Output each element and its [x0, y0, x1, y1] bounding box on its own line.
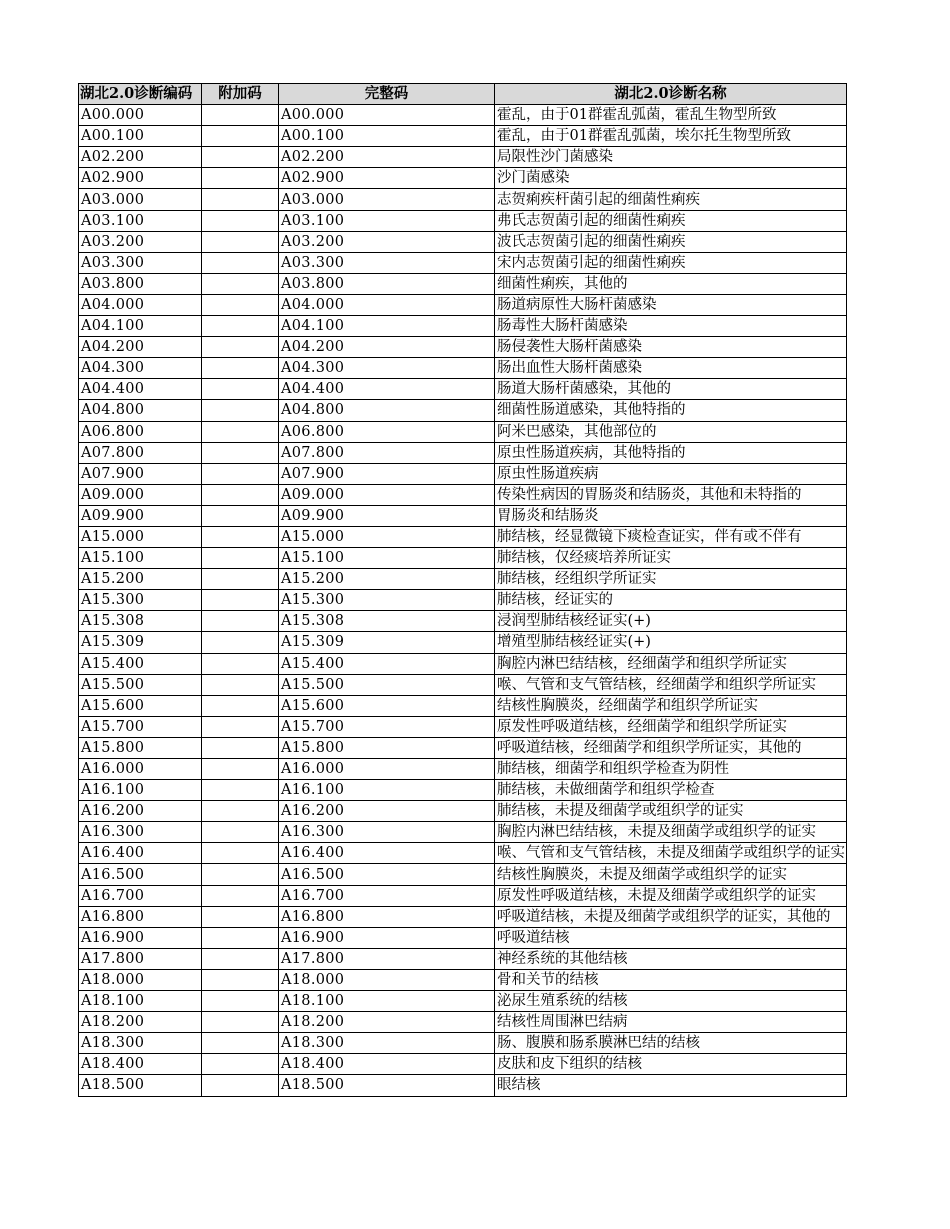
diagnosis-code-cell: A07.900 — [79, 463, 202, 484]
full-code-cell: A04.400 — [279, 379, 495, 400]
extra-code-cell — [202, 358, 279, 379]
full-code-cell: A16.900 — [279, 927, 495, 948]
diagnosis-name-cell: 结核性周围淋巴结病 — [495, 1012, 847, 1033]
diagnosis-name-cell: 原虫性肠道疾病，其他特指的 — [495, 442, 847, 463]
extra-code-cell — [202, 843, 279, 864]
full-code-cell: A06.800 — [279, 421, 495, 442]
full-code-cell: A16.300 — [279, 822, 495, 843]
diagnosis-code-cell: A04.100 — [79, 316, 202, 337]
diagnosis-name-cell: 细菌性肠道感染，其他特指的 — [495, 400, 847, 421]
table-row — [79, 273, 847, 294]
table-row — [79, 484, 847, 505]
full-code-cell: A15.800 — [279, 737, 495, 758]
table-row — [79, 1054, 847, 1075]
table-row — [79, 379, 847, 400]
diagnosis-name-cell: 肺结核，细菌学和组织学检查为阴性 — [495, 759, 847, 780]
extra-code-cell — [202, 991, 279, 1012]
diagnosis-code-cell: A09.900 — [79, 505, 202, 526]
diagnosis-name-cell: 肺结核，仅经痰培养所证实 — [495, 548, 847, 569]
table-row — [79, 1012, 847, 1033]
table-row — [79, 442, 847, 463]
header-extra-code: 附加码 — [202, 84, 279, 105]
table-row — [79, 653, 847, 674]
diagnosis-code-cell: A02.200 — [79, 147, 202, 168]
diagnosis-name-cell: 骨和关节的结核 — [495, 969, 847, 990]
full-code-cell: A03.100 — [279, 210, 495, 231]
full-code-cell: A00.100 — [279, 126, 495, 147]
diagnosis-code-cell: A16.500 — [79, 864, 202, 885]
table-row — [79, 991, 847, 1012]
diagnosis-name-cell: 呼吸道结核，未提及细菌学或组织学的证实，其他的 — [495, 906, 847, 927]
diagnosis-code-cell: A15.000 — [79, 526, 202, 547]
diagnosis-name-cell: 肠道大肠杆菌感染，其他的 — [495, 379, 847, 400]
full-code-cell: A18.500 — [279, 1075, 495, 1096]
extra-code-cell — [202, 210, 279, 231]
table-row — [79, 632, 847, 653]
extra-code-cell — [202, 948, 279, 969]
extra-code-cell — [202, 484, 279, 505]
diagnosis-code-cell: A18.000 — [79, 969, 202, 990]
extra-code-cell — [202, 442, 279, 463]
diagnosis-code-cell: A06.800 — [79, 421, 202, 442]
diagnosis-code-cell: A09.000 — [79, 484, 202, 505]
extra-code-cell — [202, 189, 279, 210]
diagnosis-code-cell: A15.300 — [79, 590, 202, 611]
diagnosis-name-cell: 神经系统的其他结核 — [495, 948, 847, 969]
full-code-cell: A16.700 — [279, 885, 495, 906]
table-body — [79, 105, 847, 1096]
diagnosis-name-cell: 原发性呼吸道结核，未提及细菌学或组织学的证实 — [495, 885, 847, 906]
table-row — [79, 358, 847, 379]
diagnosis-name-cell: 肠、腹膜和肠系膜淋巴结的结核 — [495, 1033, 847, 1054]
diagnosis-code-cell: A04.200 — [79, 337, 202, 358]
full-code-cell: A04.200 — [279, 337, 495, 358]
extra-code-cell — [202, 885, 279, 906]
header-row — [79, 84, 847, 105]
extra-code-cell — [202, 273, 279, 294]
table-row — [79, 316, 847, 337]
full-code-cell: A04.100 — [279, 316, 495, 337]
table-row — [79, 864, 847, 885]
extra-code-cell — [202, 316, 279, 337]
diagnosis-code-cell: A16.400 — [79, 843, 202, 864]
diagnosis-code-cell: A18.400 — [79, 1054, 202, 1075]
full-code-cell: A15.309 — [279, 632, 495, 653]
full-code-cell: A07.800 — [279, 442, 495, 463]
extra-code-cell — [202, 548, 279, 569]
table-row — [79, 189, 847, 210]
extra-code-cell — [202, 147, 279, 168]
diagnosis-code-cell: A15.200 — [79, 569, 202, 590]
full-code-cell: A15.500 — [279, 674, 495, 695]
full-code-cell: A15.600 — [279, 695, 495, 716]
extra-code-cell — [202, 906, 279, 927]
table-row — [79, 210, 847, 231]
full-code-cell: A04.000 — [279, 294, 495, 315]
extra-code-cell — [202, 927, 279, 948]
full-code-cell: A00.000 — [279, 105, 495, 126]
diagnosis-code-cell: A15.400 — [79, 653, 202, 674]
diagnosis-name-cell: 喉、气管和支气管结核，经细菌学和组织学所证实 — [495, 674, 847, 695]
diagnosis-code-cell: A03.000 — [79, 189, 202, 210]
diagnosis-name-cell: 志贺痢疾杆菌引起的细菌性痢疾 — [495, 189, 847, 210]
extra-code-cell — [202, 168, 279, 189]
diagnosis-name-cell: 胃肠炎和结肠炎 — [495, 505, 847, 526]
diagnosis-code-cell: A00.000 — [79, 105, 202, 126]
table-row — [79, 969, 847, 990]
diagnosis-code-cell: A16.700 — [79, 885, 202, 906]
full-code-cell: A04.800 — [279, 400, 495, 421]
full-code-cell: A03.300 — [279, 252, 495, 273]
diagnosis-code-cell: A16.800 — [79, 906, 202, 927]
extra-code-cell — [202, 526, 279, 547]
table-row — [79, 337, 847, 358]
extra-code-cell — [202, 105, 279, 126]
extra-code-cell — [202, 969, 279, 990]
table-row — [79, 674, 847, 695]
extra-code-cell — [202, 1033, 279, 1054]
diagnosis-code-cell: A18.500 — [79, 1075, 202, 1096]
diagnosis-name-cell: 喉、气管和支气管结核，未提及细菌学或组织学的证实 — [495, 843, 847, 864]
extra-code-cell — [202, 611, 279, 632]
diagnosis-code-cell: A03.200 — [79, 231, 202, 252]
full-code-cell: A03.200 — [279, 231, 495, 252]
diagnosis-name-cell: 胸腔内淋巴结结核，经细菌学和组织学所证实 — [495, 653, 847, 674]
diagnosis-code-cell: A15.700 — [79, 716, 202, 737]
table-row — [79, 843, 847, 864]
diagnosis-name-cell: 细菌性痢疾，其他的 — [495, 273, 847, 294]
table-row — [79, 906, 847, 927]
table-row — [79, 927, 847, 948]
diagnosis-code-cell: A16.300 — [79, 822, 202, 843]
extra-code-cell — [202, 337, 279, 358]
diagnosis-name-cell: 肺结核，经显微镜下痰检查证实，伴有或不伴有 — [495, 526, 847, 547]
extra-code-cell — [202, 590, 279, 611]
table-row — [79, 695, 847, 716]
diagnosis-code-cell: A04.800 — [79, 400, 202, 421]
extra-code-cell — [202, 252, 279, 273]
full-code-cell: A16.500 — [279, 864, 495, 885]
full-code-cell: A16.000 — [279, 759, 495, 780]
table-row — [79, 759, 847, 780]
diagnosis-code-cell: A03.800 — [79, 273, 202, 294]
full-code-cell: A18.200 — [279, 1012, 495, 1033]
diagnosis-code-cell: A03.300 — [79, 252, 202, 273]
diagnosis-name-cell: 结核性胸膜炎，未提及细菌学或组织学的证实 — [495, 864, 847, 885]
full-code-cell: A07.900 — [279, 463, 495, 484]
full-code-cell: A09.000 — [279, 484, 495, 505]
diagnosis-name-cell: 宋内志贺菌引起的细菌性痢疾 — [495, 252, 847, 273]
diagnosis-name-cell: 肺结核，未做细菌学和组织学检查 — [495, 780, 847, 801]
diagnosis-code-cell: A18.200 — [79, 1012, 202, 1033]
diagnosis-code-cell: A16.100 — [79, 780, 202, 801]
diagnosis-name-cell: 霍乱，由于01群霍乱弧菌，霍乱生物型所致 — [495, 105, 847, 126]
header-diagnosis-code: 湖北2.0诊断编码 — [79, 84, 202, 105]
table-row — [79, 505, 847, 526]
extra-code-cell — [202, 759, 279, 780]
full-code-cell: A16.100 — [279, 780, 495, 801]
diagnosis-code-cell: A15.600 — [79, 695, 202, 716]
full-code-cell: A18.400 — [279, 1054, 495, 1075]
table-row — [79, 780, 847, 801]
table-row — [79, 569, 847, 590]
extra-code-cell — [202, 463, 279, 484]
table-row — [79, 231, 847, 252]
diagnosis-code-cell: A16.200 — [79, 801, 202, 822]
diagnosis-name-cell: 肠出血性大肠杆菌感染 — [495, 358, 847, 379]
extra-code-cell — [202, 737, 279, 758]
full-code-cell: A02.200 — [279, 147, 495, 168]
extra-code-cell — [202, 505, 279, 526]
table-row — [79, 737, 847, 758]
diagnosis-code-cell: A18.300 — [79, 1033, 202, 1054]
table-row — [79, 463, 847, 484]
full-code-cell: A18.300 — [279, 1033, 495, 1054]
table-row — [79, 252, 847, 273]
extra-code-cell — [202, 421, 279, 442]
extra-code-cell — [202, 231, 279, 252]
diagnosis-code-cell: A18.100 — [79, 991, 202, 1012]
diagnosis-code-table — [78, 83, 847, 1097]
diagnosis-code-cell: A04.300 — [79, 358, 202, 379]
table-row — [79, 168, 847, 189]
extra-code-cell — [202, 716, 279, 737]
full-code-cell: A03.000 — [279, 189, 495, 210]
extra-code-cell — [202, 400, 279, 421]
table-row — [79, 1033, 847, 1054]
diagnosis-name-cell: 波氏志贺菌引起的细菌性痢疾 — [495, 231, 847, 252]
full-code-cell: A15.300 — [279, 590, 495, 611]
diagnosis-name-cell: 胸腔内淋巴结结核，未提及细菌学或组织学的证实 — [495, 822, 847, 843]
diagnosis-name-cell: 肺结核，经证实的 — [495, 590, 847, 611]
extra-code-cell — [202, 822, 279, 843]
diagnosis-name-cell: 阿米巴感染，其他部位的 — [495, 421, 847, 442]
diagnosis-name-cell: 传染性病因的胃肠炎和结肠炎，其他和未特指的 — [495, 484, 847, 505]
extra-code-cell — [202, 674, 279, 695]
diagnosis-name-cell: 呼吸道结核，经细菌学和组织学所证实，其他的 — [495, 737, 847, 758]
full-code-cell: A16.800 — [279, 906, 495, 927]
diagnosis-name-cell: 弗氏志贺菌引起的细菌性痢疾 — [495, 210, 847, 231]
diagnosis-code-cell: A15.800 — [79, 737, 202, 758]
table-row — [79, 526, 847, 547]
diagnosis-code-cell: A16.900 — [79, 927, 202, 948]
diagnosis-name-cell: 霍乱，由于01群霍乱弧菌，埃尔托生物型所致 — [495, 126, 847, 147]
header-full-code: 完整码 — [279, 84, 495, 105]
table-row — [79, 716, 847, 737]
extra-code-cell — [202, 780, 279, 801]
diagnosis-name-cell: 眼结核 — [495, 1075, 847, 1096]
diagnosis-name-cell: 呼吸道结核 — [495, 927, 847, 948]
full-code-cell: A16.200 — [279, 801, 495, 822]
full-code-cell: A17.800 — [279, 948, 495, 969]
extra-code-cell — [202, 653, 279, 674]
full-code-cell: A03.800 — [279, 273, 495, 294]
diagnosis-name-cell: 浸润型肺结核经证实(+) — [495, 611, 847, 632]
diagnosis-code-cell: A00.100 — [79, 126, 202, 147]
extra-code-cell — [202, 126, 279, 147]
full-code-cell: A15.400 — [279, 653, 495, 674]
table-row — [79, 885, 847, 906]
diagnosis-code-cell: A04.000 — [79, 294, 202, 315]
table-row — [79, 105, 847, 126]
table-row — [79, 590, 847, 611]
diagnosis-code-cell: A16.000 — [79, 759, 202, 780]
diagnosis-name-cell: 原虫性肠道疾病 — [495, 463, 847, 484]
diagnosis-name-cell: 皮肤和皮下组织的结核 — [495, 1054, 847, 1075]
diagnosis-code-cell: A15.500 — [79, 674, 202, 695]
diagnosis-code-cell: A15.308 — [79, 611, 202, 632]
diagnosis-name-cell: 结核性胸膜炎，经细菌学和组织学所证实 — [495, 695, 847, 716]
table-row — [79, 126, 847, 147]
extra-code-cell — [202, 1054, 279, 1075]
diagnosis-name-cell: 肠毒性大肠杆菌感染 — [495, 316, 847, 337]
diagnosis-name-cell: 肺结核，经组织学所证实 — [495, 569, 847, 590]
table-row — [79, 548, 847, 569]
full-code-cell: A04.300 — [279, 358, 495, 379]
extra-code-cell — [202, 632, 279, 653]
full-code-cell: A15.308 — [279, 611, 495, 632]
extra-code-cell — [202, 801, 279, 822]
diagnosis-code-cell: A03.100 — [79, 210, 202, 231]
diagnosis-name-cell: 肠侵袭性大肠杆菌感染 — [495, 337, 847, 358]
table-row — [79, 147, 847, 168]
table-row — [79, 400, 847, 421]
full-code-cell: A16.400 — [279, 843, 495, 864]
extra-code-cell — [202, 1012, 279, 1033]
diagnosis-name-cell: 肺结核，未提及细菌学或组织学的证实 — [495, 801, 847, 822]
table-header — [79, 84, 847, 105]
full-code-cell: A18.100 — [279, 991, 495, 1012]
diagnosis-code-cell: A17.800 — [79, 948, 202, 969]
table-row — [79, 421, 847, 442]
table-row — [79, 611, 847, 632]
diagnosis-code-cell: A15.309 — [79, 632, 202, 653]
extra-code-cell — [202, 864, 279, 885]
diagnosis-name-cell: 泌尿生殖系统的结核 — [495, 991, 847, 1012]
full-code-cell: A02.900 — [279, 168, 495, 189]
diagnosis-name-cell: 原发性呼吸道结核，经细菌学和组织学所证实 — [495, 716, 847, 737]
diagnosis-code-cell: A04.400 — [79, 379, 202, 400]
full-code-cell: A15.100 — [279, 548, 495, 569]
table-row — [79, 822, 847, 843]
diagnosis-name-cell: 肠道病原性大肠杆菌感染 — [495, 294, 847, 315]
table-row — [79, 294, 847, 315]
extra-code-cell — [202, 294, 279, 315]
diagnosis-code-cell: A07.800 — [79, 442, 202, 463]
table-row — [79, 948, 847, 969]
diagnosis-code-cell: A15.100 — [79, 548, 202, 569]
diagnosis-code-cell: A02.900 — [79, 168, 202, 189]
extra-code-cell — [202, 379, 279, 400]
full-code-cell: A15.000 — [279, 526, 495, 547]
extra-code-cell — [202, 569, 279, 590]
full-code-cell: A09.900 — [279, 505, 495, 526]
table-row — [79, 801, 847, 822]
full-code-cell: A15.200 — [279, 569, 495, 590]
full-code-cell: A18.000 — [279, 969, 495, 990]
diagnosis-name-cell: 沙门菌感染 — [495, 168, 847, 189]
extra-code-cell — [202, 1075, 279, 1096]
header-diagnosis-name: 湖北2.0诊断名称 — [495, 84, 847, 105]
diagnosis-name-cell: 增殖型肺结核经证实(+) — [495, 632, 847, 653]
full-code-cell: A15.700 — [279, 716, 495, 737]
table-row — [79, 1075, 847, 1096]
diagnosis-name-cell: 局限性沙门菌感染 — [495, 147, 847, 168]
extra-code-cell — [202, 695, 279, 716]
